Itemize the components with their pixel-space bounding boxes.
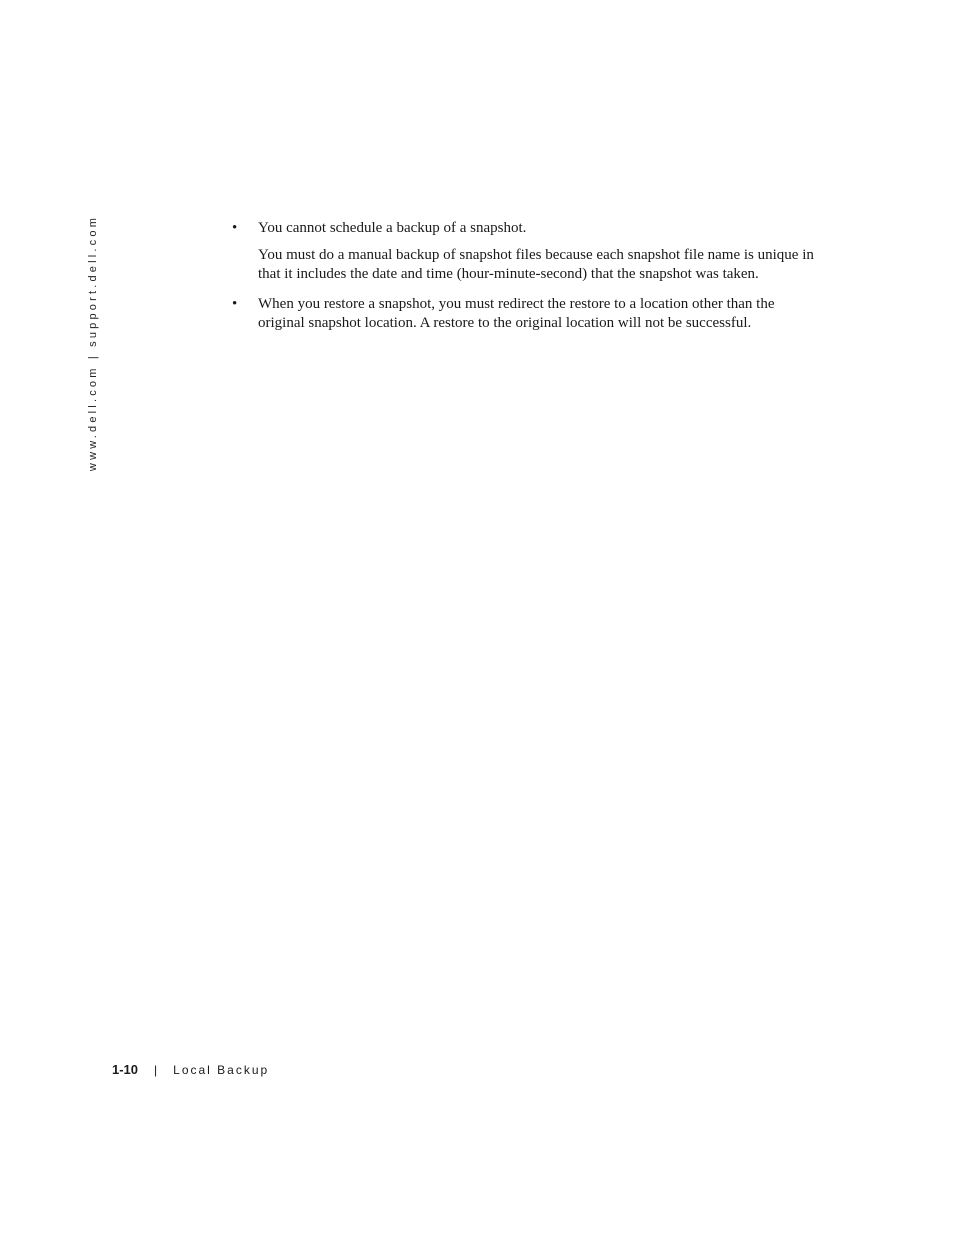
list-item — [232, 295, 822, 333]
paragraph: You must do a manual backup of snapshot files because each snapshot file name is unique in that it includes the date and time (hour-minute-second) that the snapshot was taken. — [258, 247, 814, 282]
section-title: Local Backup — [173, 1063, 270, 1077]
paragraph: When you restore a snapshot, you must redirect the restore to a location other than the original snapshot location. A restore to the original location will not be successful. — [258, 296, 775, 331]
page-number: 1-10 — [112, 1062, 139, 1077]
bullet-icon: • — [232, 296, 238, 312]
paragraph: You cannot schedule a backup of a snapshot. — [258, 220, 527, 236]
list-item — [232, 219, 822, 284]
page-footer — [112, 1062, 269, 1077]
bullet-icon: • — [232, 220, 238, 236]
footer-separator: | — [154, 1063, 158, 1077]
side-url-text: www.dell.com | support.dell.com — [87, 214, 99, 472]
page-content — [232, 219, 822, 344]
